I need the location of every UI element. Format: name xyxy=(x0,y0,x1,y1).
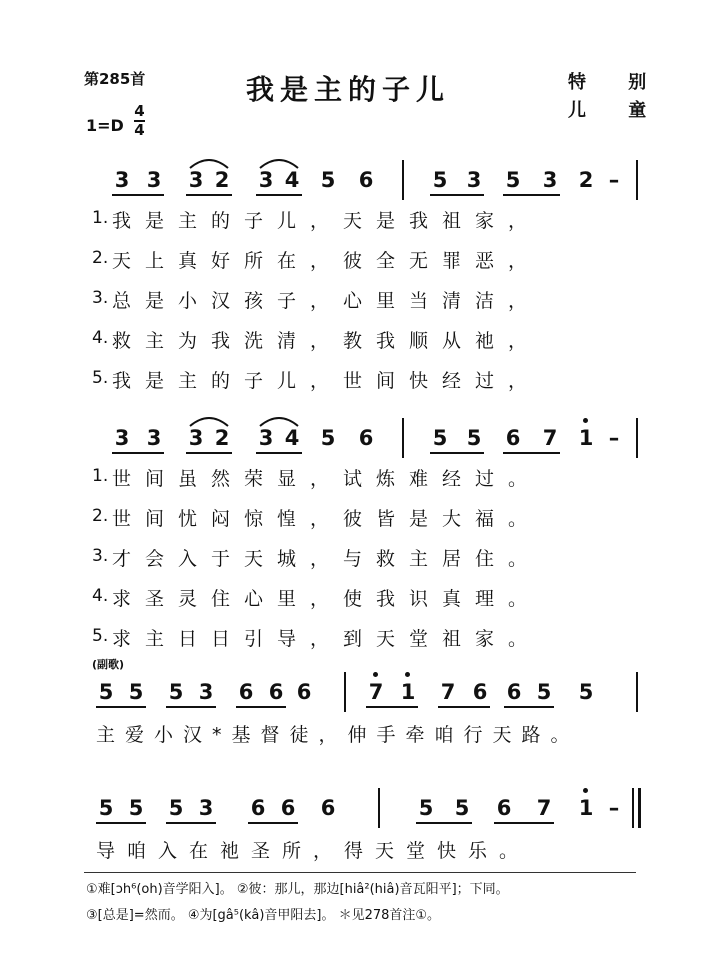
key-signature: 1=D xyxy=(86,116,124,135)
note: 2 xyxy=(578,168,594,192)
beam xyxy=(366,706,418,708)
note: 5 xyxy=(505,168,521,192)
beam xyxy=(236,706,286,708)
note: 5 xyxy=(454,796,470,820)
beam xyxy=(112,452,164,454)
verse-number: 2. xyxy=(92,506,109,526)
footnote-divider xyxy=(84,872,636,873)
beam xyxy=(186,452,232,454)
beam xyxy=(166,706,216,708)
note: 5 xyxy=(98,796,114,820)
note: 7 xyxy=(440,680,456,704)
final-barline-thick xyxy=(638,788,641,828)
final-barline-thin xyxy=(632,788,634,828)
verse-number: 4. xyxy=(92,328,109,348)
lyric-line: 天上真好所在，彼全无罪恶， xyxy=(112,250,542,272)
note: 3 xyxy=(188,168,204,192)
beam xyxy=(430,452,484,454)
beam xyxy=(430,194,484,196)
chorus-label: (副歌) xyxy=(92,658,125,671)
note: 3 xyxy=(188,426,204,450)
note: 5 xyxy=(466,426,482,450)
note: 3 xyxy=(146,426,162,450)
high-octave-dot xyxy=(373,672,378,677)
note: 5 xyxy=(418,796,434,820)
lyric-line: 总是小汉孩子，心里当清洁， xyxy=(112,290,542,312)
lyric-line: 求圣灵住心里，使我识真理。 xyxy=(112,588,542,610)
note: 6 xyxy=(238,680,254,704)
note: 7 xyxy=(536,796,552,820)
note: 3 xyxy=(466,168,482,192)
note: 3 xyxy=(542,168,558,192)
barline xyxy=(636,160,638,200)
high-octave-dot xyxy=(583,418,588,423)
footnote-line-2: ③[总是]=然而。 ④为[gâ⁵(kâ)音甲阳去]。 ＊见278首注①。 xyxy=(86,908,441,923)
note: 1 xyxy=(578,796,594,820)
barline xyxy=(378,788,380,828)
note: 3 xyxy=(114,426,130,450)
note: 5 xyxy=(432,426,448,450)
beam xyxy=(503,452,560,454)
note: 6 xyxy=(296,680,312,704)
note: – xyxy=(608,796,620,820)
final-lyric-line: 导咱入在祂圣所，得天堂快乐。 xyxy=(96,840,531,862)
beam xyxy=(112,194,164,196)
note: 6 xyxy=(506,680,522,704)
verse-number: 1. xyxy=(92,208,109,228)
hymn-number: 第285首 xyxy=(84,70,146,88)
note: – xyxy=(608,168,620,192)
lyric-line: 救主为我洗清，教我顺从祂， xyxy=(112,330,542,352)
verse-number: 3. xyxy=(92,288,109,308)
verse-number: 1. xyxy=(92,466,109,486)
note: 5 xyxy=(320,168,336,192)
lyric-line: 世间忧闷惊惶，彼皆是大福。 xyxy=(112,508,542,530)
note: 6 xyxy=(280,796,296,820)
note: 6 xyxy=(320,796,336,820)
note: 7 xyxy=(542,426,558,450)
beam xyxy=(416,822,472,824)
note: 5 xyxy=(536,680,552,704)
note: 1 xyxy=(578,426,594,450)
high-octave-dot xyxy=(583,788,588,793)
beam xyxy=(494,822,554,824)
note: 6 xyxy=(472,680,488,704)
verse-number: 5. xyxy=(92,626,109,646)
barline xyxy=(402,160,404,200)
note: 3 xyxy=(258,426,274,450)
barline xyxy=(344,672,346,712)
lyric-line: 求主日日引导，到天堂祖家。 xyxy=(112,628,542,650)
footnote-line-1: ①难[ɔh⁶(oh)音学阳入]。 ②彼：那儿，那边[hiâ²(hiâ)音瓦阳平]；下同。 xyxy=(86,882,509,897)
beam xyxy=(166,822,216,824)
note: 3 xyxy=(146,168,162,192)
beam xyxy=(504,706,554,708)
time-top: 4 xyxy=(134,102,145,120)
beam xyxy=(96,706,146,708)
note: 5 xyxy=(320,426,336,450)
note: 6 xyxy=(496,796,512,820)
verse-number: 5. xyxy=(92,368,109,388)
note: 3 xyxy=(258,168,274,192)
note: 5 xyxy=(98,680,114,704)
barline xyxy=(636,672,638,712)
note: 4 xyxy=(284,168,300,192)
note: 1 xyxy=(400,680,416,704)
note: 3 xyxy=(114,168,130,192)
time-bottom: 4 xyxy=(134,121,145,139)
barline xyxy=(402,418,404,458)
beam xyxy=(96,822,146,824)
note: 2 xyxy=(214,168,230,192)
lyric-line: 我是主的子儿，世间快经过， xyxy=(112,370,542,392)
note: 5 xyxy=(168,680,184,704)
note: 3 xyxy=(198,796,214,820)
note: 5 xyxy=(168,796,184,820)
category-line-1: 特 别 xyxy=(568,72,665,93)
high-octave-dot xyxy=(405,672,410,677)
beam xyxy=(256,452,302,454)
note: 6 xyxy=(268,680,284,704)
slur-marks xyxy=(186,410,306,430)
note: 5 xyxy=(432,168,448,192)
note: 6 xyxy=(505,426,521,450)
verse-number: 4. xyxy=(92,586,109,606)
barline xyxy=(636,418,638,458)
note: 3 xyxy=(198,680,214,704)
category-line-2: 儿 童 xyxy=(568,100,665,121)
beam xyxy=(256,194,302,196)
time-signature xyxy=(134,103,145,139)
verse-number: 2. xyxy=(92,248,109,268)
note: 7 xyxy=(368,680,384,704)
note: – xyxy=(608,426,620,450)
note: 6 xyxy=(250,796,266,820)
slur-marks xyxy=(186,152,306,172)
lyric-line: 我是主的子儿，天是我祖家， xyxy=(112,210,542,232)
note: 5 xyxy=(128,680,144,704)
note: 5 xyxy=(128,796,144,820)
note: 6 xyxy=(358,426,374,450)
page-title: 我是主的子儿 xyxy=(246,73,451,106)
lyric-line: 才会入于天城，与救主居住。 xyxy=(112,548,542,570)
beam xyxy=(248,822,298,824)
note: 2 xyxy=(214,426,230,450)
beam xyxy=(503,194,560,196)
verse-number: 3. xyxy=(92,546,109,566)
beam xyxy=(186,194,232,196)
beam xyxy=(438,706,490,708)
note: 5 xyxy=(578,680,594,704)
note: 6 xyxy=(358,168,374,192)
chorus-lyric-line: 主爱小汉*基督徒，伸手牵咱行天路。 xyxy=(96,724,580,746)
note: 4 xyxy=(284,426,300,450)
lyric-line: 世间虽然荣显，试炼难经过。 xyxy=(112,468,542,490)
